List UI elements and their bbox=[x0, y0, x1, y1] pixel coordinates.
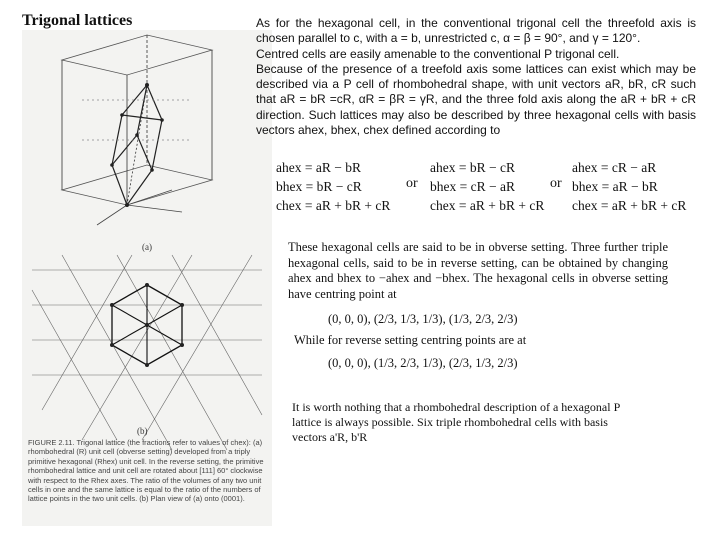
equation-set-2 bbox=[430, 158, 544, 215]
or-separator: or bbox=[550, 176, 562, 191]
equation: chex = aR + bR + cR bbox=[276, 198, 391, 213]
obverse-centring-points: (0, 0, 0), (2/3, 1/3, 1/3), (1/3, 2/3, 2/3) bbox=[328, 312, 518, 326]
equation: bhex = aR − bR bbox=[572, 179, 658, 194]
equation: ahex = cR − aR bbox=[572, 160, 657, 175]
equation: chex = aR + bR + cR bbox=[430, 198, 545, 213]
equation: ahex = bR − cR bbox=[430, 160, 515, 175]
figure-caption: FIGURE 2.11. Trigonal lattice (the fractions refer to values of chex): (a) rhombohedral (R) unit cell (obverse setting) developed from a triply primitive hexagonal (Rhex) unit cell. In the reverse setting, the primitive rhombohedral lattice and unit cell are rotated about [111] 60° clockwise with respect to the Rhex axes. The ratio of the volumes of any two unit cells in one and the same lattice is equal to the ratio of the numbers of lattice points in the two unit cells. (b) Plan view of (a) onto (0001). bbox=[28, 438, 264, 504]
page-title: Trigonal lattices bbox=[22, 12, 133, 29]
figure-label-b: (b) bbox=[137, 426, 148, 436]
equation: bhex = bR − cR bbox=[276, 179, 362, 194]
intro-paragraph bbox=[256, 16, 696, 138]
obverse-paragraph: These hexagonal cells are said to be in obverse setting. Three further triple hexagonal cells, said to be in reverse setting, can be obtained by changing ahex and bhex to −ahex and −bhex. The hexagonal cells in obverse setting have centring point at bbox=[288, 240, 668, 301]
equation: ahex = aR − bR bbox=[276, 160, 361, 175]
equation: bhex = cR − aR bbox=[430, 179, 515, 194]
intro-line-3: Because of the presence of a treefold axis some lattices can exist which may be described via a P cell of rhombohedral shape, with unit vectors aR, bR, cR such that aR = bR =cR, αR = βR = γR, and the three fold axis along the aR + bR + cR direction. Such lattices may also be described by three hexagonal cells with basis vectors ahex, bhex, chex defined according to bbox=[256, 61, 696, 138]
reverse-centring-points: (0, 0, 0), (1/3, 2/3, 1/3), (2/3, 1/3, 2/3) bbox=[328, 356, 518, 370]
intro-line-1: As for the hexagonal cell, in the conventional trigonal cell the threefold axis is chosen parallel to c, with a = b, unrestricted c, α = β = 90°, and γ = 120°. bbox=[256, 16, 696, 46]
reverse-intro: While for reverse setting centring points are at bbox=[294, 333, 527, 347]
equation-set-1 bbox=[276, 158, 390, 215]
or-separator: or bbox=[406, 176, 418, 191]
equation: chex = aR + bR + cR bbox=[572, 198, 687, 213]
figure-label-a: (a) bbox=[142, 242, 152, 252]
equation-set-3 bbox=[572, 158, 686, 215]
intro-line-2: Centred cells are easily amenable to the conventional P trigonal cell. bbox=[256, 46, 620, 61]
closing-paragraph: It is worth nothing that a rhombohedral description of a hexagonal P lattice is always possible. Six triple rhombohedral cells with basis vectors a'R, b'R bbox=[292, 400, 620, 444]
